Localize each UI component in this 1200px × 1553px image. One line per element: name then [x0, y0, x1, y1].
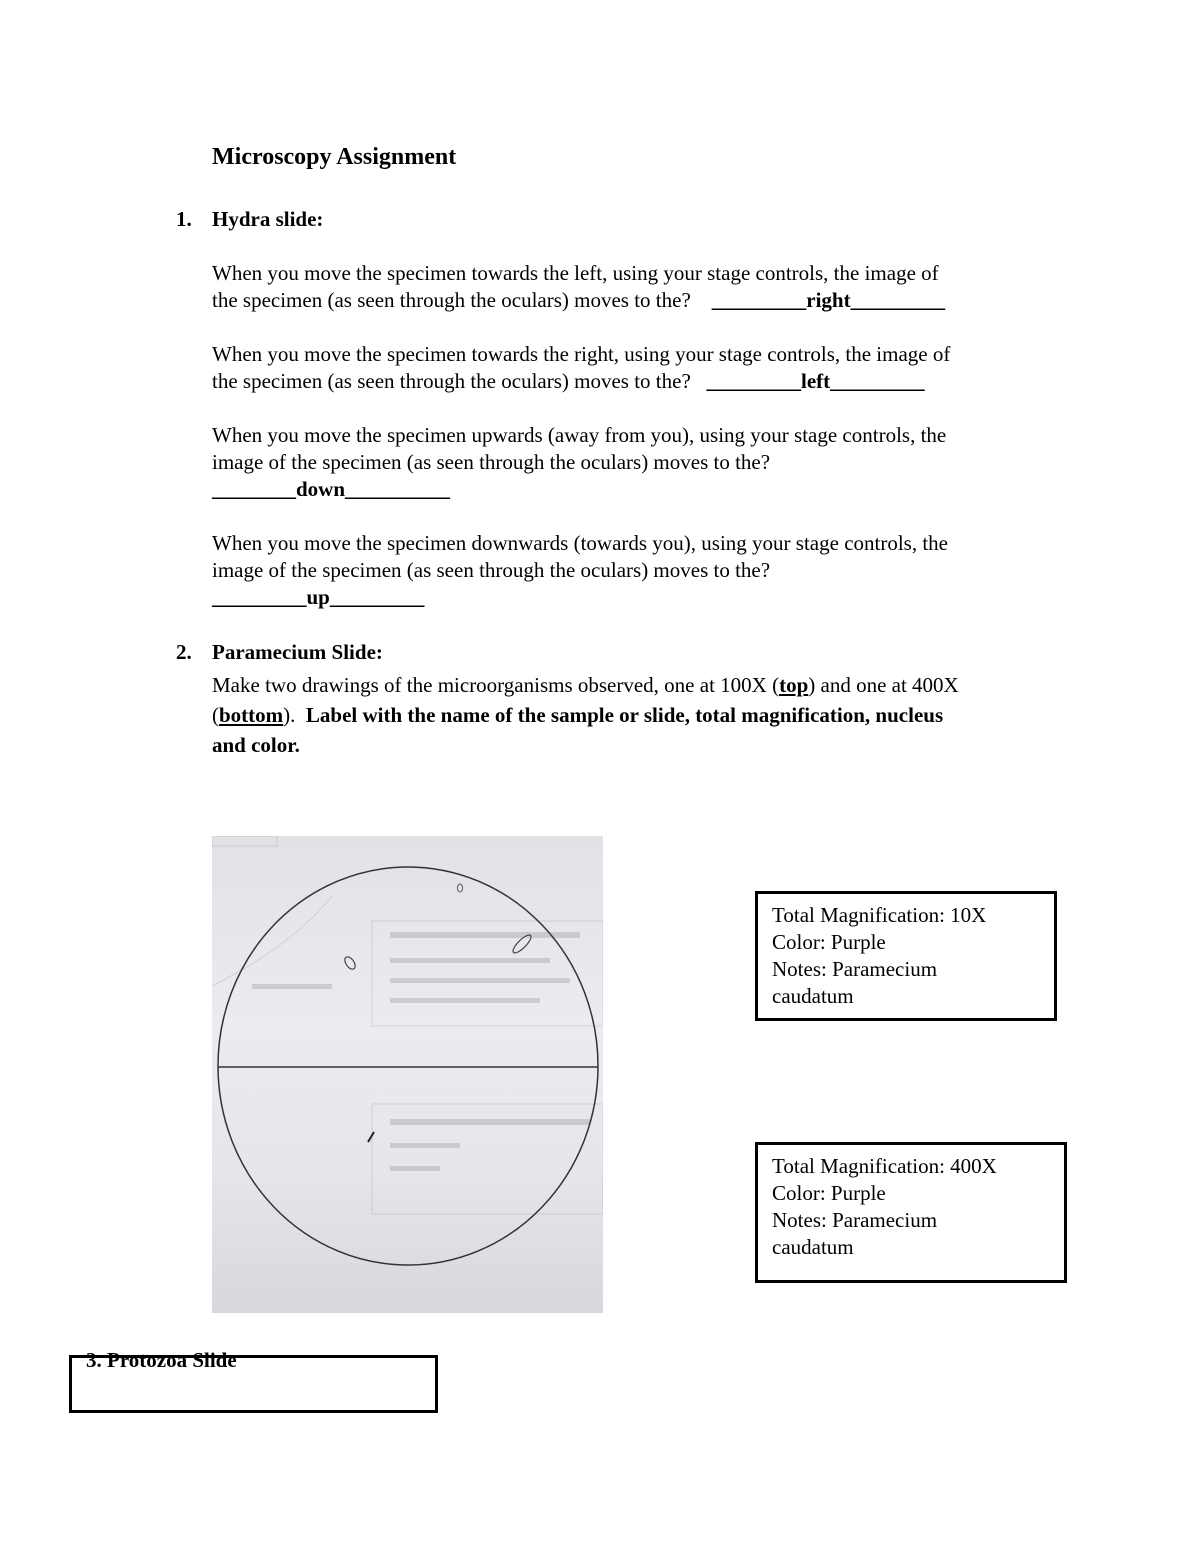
label-box-top — [755, 891, 1057, 1021]
bottom-word: bottom — [219, 703, 284, 727]
question-1-answer-suffix: _________ — [850, 288, 946, 312]
section-2-number: 2. — [176, 640, 192, 664]
label-bottom-notes2: caudatum — [772, 1235, 854, 1259]
question-2-answer-prefix: _________ — [706, 369, 802, 393]
instructions-bold-line1: Label with the name of the sample or slide, total magnification, nucleus — [305, 703, 944, 727]
instructions-bold-line2: and color. — [212, 733, 300, 757]
label-box-bottom — [755, 1142, 1067, 1283]
question-4 — [212, 530, 1062, 611]
section-3-heading: 3. Protozoa Slide — [86, 1348, 237, 1372]
question-3-answer: down — [296, 477, 346, 501]
question-2-answer: left — [801, 369, 831, 393]
section-1-heading: Hydra slide: — [212, 207, 324, 231]
label-top-notes1: Notes: Paramecium — [772, 957, 938, 981]
question-1-line1: When you move the specimen towards the left, using your stage controls, the image of — [212, 261, 939, 285]
label-bottom-color: Color: Purple — [772, 1181, 886, 1205]
page-title: Microscopy Assignment — [212, 144, 457, 170]
label-top-notes2: caudatum — [772, 984, 854, 1008]
section-2-heading: Paramecium Slide: — [212, 640, 383, 664]
question-1 — [212, 260, 1062, 314]
question-4-answer-suffix: _________ — [329, 585, 425, 609]
field-of-view-drawing — [212, 836, 603, 1313]
question-3-answer-prefix: ________ — [212, 477, 296, 501]
question-2 — [212, 341, 1062, 395]
section-2-instructions — [212, 670, 1062, 760]
instructions-line2 — [212, 700, 1062, 730]
question-3-line2: image of the specimen (as seen through the oculars) moves to the? — [212, 450, 771, 474]
organism-sketch — [368, 1132, 374, 1142]
instructions-part2: ) and one at 400X — [808, 673, 959, 697]
label-top-color: Color: Purple — [772, 930, 886, 954]
section-1-number: 1. — [176, 207, 192, 231]
bottom-open-paren: ( — [212, 703, 219, 727]
question-4-answer-row — [212, 584, 1062, 611]
label-bottom-notes1: Notes: Paramecium — [772, 1208, 938, 1232]
question-2-line1: When you move the specimen towards the right, using your stage controls, the image of — [212, 342, 951, 366]
question-4-line2: image of the specimen (as seen through the oculars) moves to the? — [212, 558, 771, 582]
instructions-part1: Make two drawings of the microorganisms observed, one at 100X ( — [212, 673, 780, 697]
question-3 — [212, 422, 1062, 503]
top-word: top — [779, 673, 809, 697]
question-4-line1: When you move the specimen downwards (towards you), using your stage controls, the — [212, 531, 949, 555]
question-4-answer-prefix: _________ — [212, 585, 307, 609]
drawing-photo — [212, 836, 603, 1313]
question-1-answer-prefix: _________ — [711, 288, 807, 312]
show-through-text — [252, 932, 590, 1171]
field-of-view-circle — [218, 867, 598, 1265]
question-3-answer-row — [212, 476, 1062, 503]
organism-sketch — [343, 955, 358, 971]
instructions-part3: ). — [283, 703, 296, 727]
question-2-line2: the specimen (as seen through the oculars) moves to the? — [212, 369, 691, 393]
question-4-answer: up — [306, 585, 330, 609]
question-1-line2: the specimen (as seen through the oculars) moves to the? — [212, 288, 691, 312]
question-1-answer: right — [806, 288, 851, 312]
question-2-answer-suffix: _________ — [830, 369, 925, 393]
label-top-magnification: Total Magnification: 10X — [772, 903, 987, 927]
question-1-line2-row — [212, 287, 1062, 314]
question-3-answer-suffix: __________ — [345, 477, 451, 501]
instructions-line1 — [212, 670, 1062, 700]
question-3-line1: When you move the specimen upwards (away from you), using your stage controls, the — [212, 423, 947, 447]
show-through-marks — [212, 836, 603, 1214]
organism-sketch — [458, 884, 463, 892]
question-2-line2-row — [212, 368, 1062, 395]
label-bottom-magnification: Total Magnification: 400X — [772, 1154, 997, 1178]
